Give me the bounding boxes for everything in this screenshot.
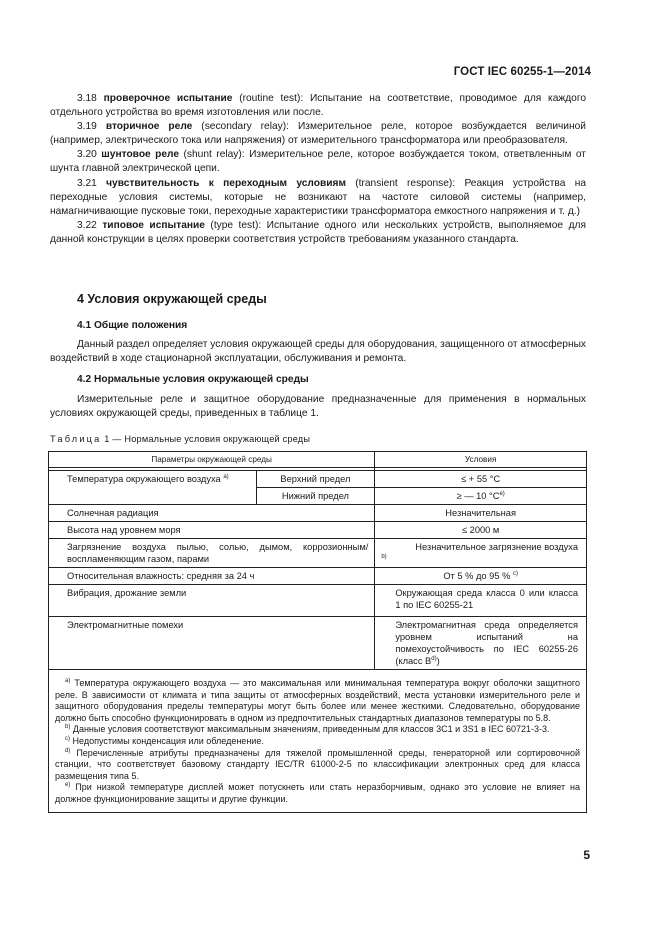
- subsection-title-4-2: 4.2 Нормальные условия окружающей среды: [77, 374, 309, 385]
- row-label-temperature: Температура окружающего воздуха $^{a)}$: [49, 471, 257, 505]
- footnote-b: $^{b)}$ Данные условия соответствуют максимальным значениям, приведенным для классов 3C1 и 3S1 в IEC 60721-3-3.: [65, 724, 550, 735]
- definition-3-21: 3.21 чувствительность к переходным условиям (transient response): Реакция устройства на переходные условия системы, которые не возникают на частоте силовой системы (например, намагничивающие пусковые токи, переходные характеристики трансформатора емкостного напряжения и т. д.): [50, 177, 586, 217]
- temperature-lower-value: ≥ — 10 $^\circ C^{e)}$: [375, 488, 587, 505]
- footnote-e: $^{e)}$ При низкой температуре дисплей может потускнеть или стать неразборчивым, однако это условие не влияет на должное функционирование защиты и другие функции.: [55, 782, 580, 804]
- definition-3-19: 3.19 вторичное реле (secondary relay): Измерительное реле, которое возбуждается величиной (например, электрического тока или напряжения) от измерительного трансформатора или преобразователя.: [50, 121, 586, 147]
- term: шунтовое реле: [101, 149, 180, 161]
- subsection-text-4-1: Данный раздел определяет условия окружающей среды для оборудования, защищенного от атмосферных воздействий в ходе стационарной эксплуатации, обслуживания и ремонта.: [50, 339, 586, 365]
- term: проверочное испытание: [103, 93, 233, 104]
- table-row: [49, 585, 587, 617]
- row-value-pollution: Незначительное загрязнение воздуха b): [375, 539, 587, 568]
- row-value-altitude: ≤ 2000 м: [375, 522, 587, 539]
- column-header-conditions: Условия: [375, 452, 587, 468]
- document-header: ГОСТ IEC 60255-1—2014: [453, 66, 591, 78]
- row-value-emc: Электромагнитная среда определяется уровнем испытаний на помехоустойчивость по IEC 60255-26 (класс $B^{d)}$): [375, 617, 587, 670]
- footnote-d: $^{d)}$ Перечисленные атрибуты предназначены для тяжелой промышленной среды, генераторной или сортировочной станции, что соответствует базовому стандарту IEC/TR 61000-2-5 по классификации электронных сред для класса размещения типа 5.: [55, 747, 580, 781]
- definitions-block: [50, 92, 586, 247]
- page-number: 5: [583, 848, 590, 862]
- row-label-emc: Электромагнитные помехи: [49, 617, 375, 670]
- term: чувствительность к переходным условиям: [106, 177, 346, 189]
- table-notes-row: [49, 670, 587, 813]
- row-label-solar: Солнечная радиация: [49, 505, 375, 522]
- definition-3-22: 3.22 типовое испытание (type test): Испытание одного или нескольких устройств, выполняемое для данной конструкции в целях проверки соответствия устройств требованиям указанного стандарта.: [50, 219, 586, 245]
- row-value-humidity: От 5 % до 95 % $^{c)}$: [375, 568, 587, 585]
- temperature-upper-value: ≤ + 55 °C: [375, 471, 587, 488]
- table-caption: Таблица 1 — Нормальные условия окружающей среды: [50, 434, 311, 444]
- term: вторичное реле: [105, 121, 193, 133]
- table-row: [49, 568, 587, 585]
- table-row: [49, 617, 587, 670]
- table-row: [49, 539, 587, 568]
- row-value-solar: Незначительная: [375, 505, 587, 522]
- table-row: [49, 522, 587, 539]
- row-label-pollution: Загрязнение воздуха пылью, солью, дымом, коррозионным/воспламеняющим газом, парами: [49, 539, 375, 568]
- definition-3-20: 3.20 шунтовое реле (shunt relay): Измерительное реле, которое возбуждается током, ответвленным от шунта главной электрической цепи.: [50, 149, 586, 175]
- temperature-lower-label: Нижний предел: [256, 488, 375, 505]
- subsection-text-4-2: Измерительные реле и защитное оборудование предназначенные для применения в нормальных условиях окружающей среды, приведенных в таблице 1.: [50, 394, 586, 420]
- temperature-upper-label: Верхний предел: [256, 471, 375, 488]
- table-row: [49, 505, 587, 522]
- column-header-params: Параметры окружающей среды: [49, 452, 375, 468]
- subsection-title-4-1: 4.1 Общие положения: [77, 320, 188, 331]
- definition-3-18: 3.18 проверочное испытание (routine test): Испытание на соответствие, проводимое для каждого отдельного устройства во время изготовления или после.: [50, 93, 586, 119]
- footnote-a: $^{a)}$ Температура окружающего воздуха — это максимальная или минимальная температура вокруг оболочки защитного реле. В зависимости от климата и типа защиты от атмосферных воздействий, места установки измерительного реле и защитного оборудования пределы температуры могут быть более или менее жесткими. Следовательно, оборудование должно быть способно функционировать в одном из предпочтительных стандартных диапазонов температуры по 5.8.: [55, 678, 580, 723]
- row-label-humidity: Относительная влажность: средняя за 24 ч: [49, 568, 375, 585]
- section-title: 4 Условия окружающей среды: [77, 292, 267, 306]
- row-label-vibration: Вибрация, дрожание земли: [49, 585, 375, 617]
- table-row: [49, 471, 587, 488]
- footnote-c: $^{c)}$ Недопустимы конденсация или обледенение.: [65, 735, 264, 746]
- environment-table: [48, 451, 587, 813]
- row-label-altitude: Высота над уровнем моря: [49, 522, 375, 539]
- table-footnotes: [49, 670, 587, 813]
- row-value-vibration: Окружающая среда класса 0 или класса 1 по IEC 60255-21: [375, 585, 587, 617]
- term: типовое испытание: [102, 219, 205, 231]
- table-header-row: [49, 452, 587, 468]
